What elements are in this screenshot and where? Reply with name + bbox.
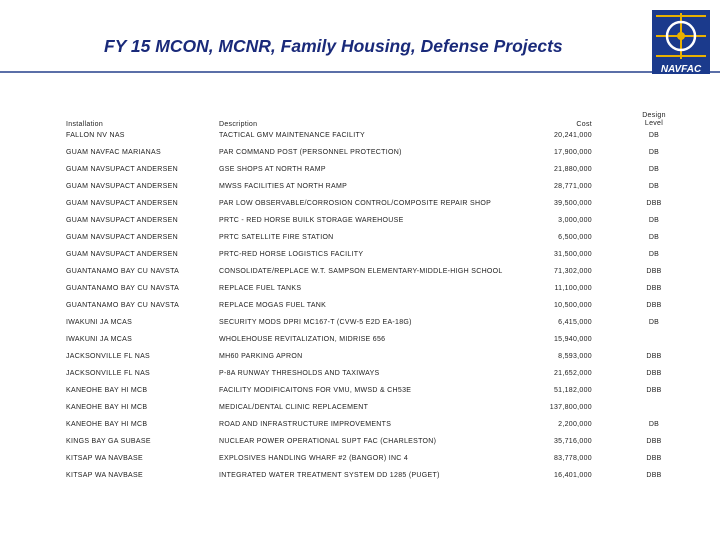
level-cell: DBB [646, 302, 662, 309]
title-divider [0, 71, 720, 73]
description-cell: MH60 PARKING APRON [219, 353, 303, 360]
description-cell: FACILITY MODIFICAITONS FOR VMU, MWSD & CH53E [219, 387, 412, 394]
table-row [0, 251, 720, 268]
table-row [0, 217, 720, 234]
description-cell: P-8A RUNWAY THRESHOLDS AND TAXIWAYS [219, 370, 380, 377]
installation-cell: GUAM NAVSUPACT ANDERSEN [66, 200, 178, 207]
cost-cell: 35,716,000 [553, 438, 592, 445]
cost-cell: 21,880,000 [553, 166, 592, 173]
logo-text: NAVFAC [660, 64, 702, 74]
navfac-logo [652, 10, 710, 74]
installation-cell: IWAKUNI JA MCAS [66, 336, 133, 343]
header-cost: Cost [576, 121, 592, 128]
level-cell: DBB [646, 353, 662, 360]
description-cell: MEDICAL/DENTAL CLINIC REPLACEMENT [219, 404, 369, 411]
description-cell: GSE SHOPS AT NORTH RAMP [219, 166, 326, 173]
table-row [0, 472, 720, 489]
level-cell: DB [648, 183, 660, 190]
cost-cell: 137,800,000 [549, 404, 592, 411]
navfac-emblem-icon [652, 10, 710, 74]
cost-cell: 31,500,000 [553, 251, 592, 258]
description-cell: WHOLEHOUSE REVITALIZATION, MIDRISE 656 [219, 336, 386, 343]
level-cell: DB [648, 234, 660, 241]
installation-cell: KINGS BAY GA SUBASE [66, 438, 151, 445]
description-cell: REPLACE MOGAS FUEL TANK [219, 302, 327, 309]
description-cell: PRTC-RED HORSE LOGISTICS FACILITY [219, 251, 364, 258]
description-cell: REPLACE FUEL TANKS [219, 285, 302, 292]
installation-cell: GUANTANAMO BAY CU NAVSTA [66, 268, 180, 275]
table-row [0, 370, 720, 387]
page-title: FY 15 MCON, MCNR, Family Housing, Defense Projects [104, 36, 563, 56]
description-cell: PAR LOW OBSERVABLE/CORROSION CONTROL/COMPOSITE REPAIR SHOP [219, 200, 492, 207]
cost-cell: 16,401,000 [553, 472, 592, 479]
cost-cell: 20,241,000 [553, 132, 592, 139]
level-cell: DB [648, 149, 660, 156]
cost-cell: 10,500,000 [553, 302, 592, 309]
table-row [0, 387, 720, 404]
description-cell: MWSS FACILITIES AT NORTH RAMP [219, 183, 348, 190]
description-cell: CONSOLIDATE/REPLACE W.T. SAMPSON ELEMENTARY-MIDDLE-HIGH SCHOOL [219, 268, 503, 275]
cost-cell: 3,000,000 [558, 217, 592, 224]
cost-cell: 15,940,000 [553, 336, 592, 343]
description-cell: ROAD AND INFRASTRUCTURE IMPROVEMENTS [219, 421, 392, 428]
cost-cell: 51,182,000 [553, 387, 592, 394]
installation-cell: GUAM NAVSUPACT ANDERSEN [66, 217, 178, 224]
table-row [0, 336, 720, 353]
level-cell: DB [648, 319, 660, 326]
level-cell: DBB [646, 268, 662, 275]
cost-cell: 11,100,000 [554, 285, 592, 292]
header-installation: Installation [66, 121, 104, 128]
installation-cell: GUAM NAVSUPACT ANDERSEN [66, 251, 178, 258]
level-cell: DBB [646, 438, 662, 445]
projects-table [0, 110, 720, 489]
description-cell: EXPLOSIVES HANDLING WHARF #2 (BANGOR) INC 4 [219, 455, 409, 462]
installation-cell: KANEOHE BAY HI MCB [66, 404, 148, 411]
description-cell: PAR COMMAND POST (PERSONNEL PROTECTION) [219, 149, 402, 156]
table-row [0, 183, 720, 200]
installation-cell: GUANTANAMO BAY CU NAVSTA [66, 302, 180, 309]
cost-cell: 17,900,000 [553, 149, 592, 156]
level-cell: DBB [646, 472, 662, 479]
description-cell: TACTICAL GMV MAINTENANCE FACILITY [219, 132, 366, 139]
cost-cell: 21,652,000 [553, 370, 592, 377]
installation-cell: GUAM NAVFAC MARIANAS [66, 149, 161, 156]
description-cell: INTEGRATED WATER TREATMENT SYSTEM DD 1285 (PUGET) [219, 472, 440, 479]
installation-cell: GUAM NAVSUPACT ANDERSEN [66, 166, 178, 173]
table-header [0, 110, 720, 132]
description-cell: SECURITY MODS DPRI MC167-T (CVW-5 E2D EA-18G) [219, 319, 412, 326]
table-row [0, 200, 720, 217]
level-cell: DBB [646, 370, 662, 377]
table-row [0, 404, 720, 421]
level-cell: DBB [646, 200, 662, 207]
installation-cell: KITSAP WA NAVBASE [66, 472, 143, 479]
table-row [0, 455, 720, 472]
cost-cell: 83,778,000 [553, 455, 592, 462]
installation-cell: JACKSONVILLE FL NAS [66, 353, 151, 360]
level-cell: DB [648, 166, 660, 173]
description-cell: PRTC - RED HORSE BUILK STORAGE WAREHOUSE [219, 217, 404, 224]
table-row [0, 302, 720, 319]
table-row [0, 166, 720, 183]
installation-cell: GUAM NAVSUPACT ANDERSEN [66, 234, 178, 241]
table-row [0, 438, 720, 455]
cost-cell: 2,200,000 [558, 421, 592, 428]
table-row [0, 268, 720, 285]
table-row [0, 353, 720, 370]
cost-cell: 6,500,000 [558, 234, 592, 241]
level-cell: DBB [646, 285, 662, 292]
installation-cell: JACKSONVILLE FL NAS [66, 370, 151, 377]
table-row [0, 132, 720, 149]
level-cell: DBB [646, 455, 662, 462]
installation-cell: KITSAP WA NAVBASE [66, 455, 143, 462]
header-design-level: Design Level [642, 112, 666, 127]
cost-cell: 8,593,000 [558, 353, 592, 360]
installation-cell: KANEOHE BAY HI MCB [66, 387, 148, 394]
level-cell: DB [648, 251, 660, 258]
level-cell: DB [648, 421, 660, 428]
table-row [0, 285, 720, 302]
table-row [0, 234, 720, 251]
header-description: Description [219, 121, 258, 128]
installation-cell: KANEOHE BAY HI MCB [66, 421, 148, 428]
description-cell: PRTC SATELLITE FIRE STATION [219, 234, 334, 241]
installation-cell: FALLON NV NAS [66, 132, 125, 139]
installation-cell: GUAM NAVSUPACT ANDERSEN [66, 183, 178, 190]
table-row [0, 319, 720, 336]
level-cell: DBB [646, 387, 662, 394]
cost-cell: 39,500,000 [553, 200, 592, 207]
table-row [0, 421, 720, 438]
installation-cell: GUANTANAMO BAY CU NAVSTA [66, 285, 180, 292]
level-cell: DB [648, 217, 660, 224]
installation-cell: IWAKUNI JA MCAS [66, 319, 133, 326]
cost-cell: 71,302,000 [553, 268, 592, 275]
description-cell: NUCLEAR POWER OPERATIONAL SUPT FAC (CHARLESTON) [219, 438, 437, 445]
level-cell: DB [648, 132, 660, 139]
cost-cell: 6,415,000 [558, 319, 592, 326]
table-row [0, 149, 720, 166]
cost-cell: 28,771,000 [553, 183, 592, 190]
